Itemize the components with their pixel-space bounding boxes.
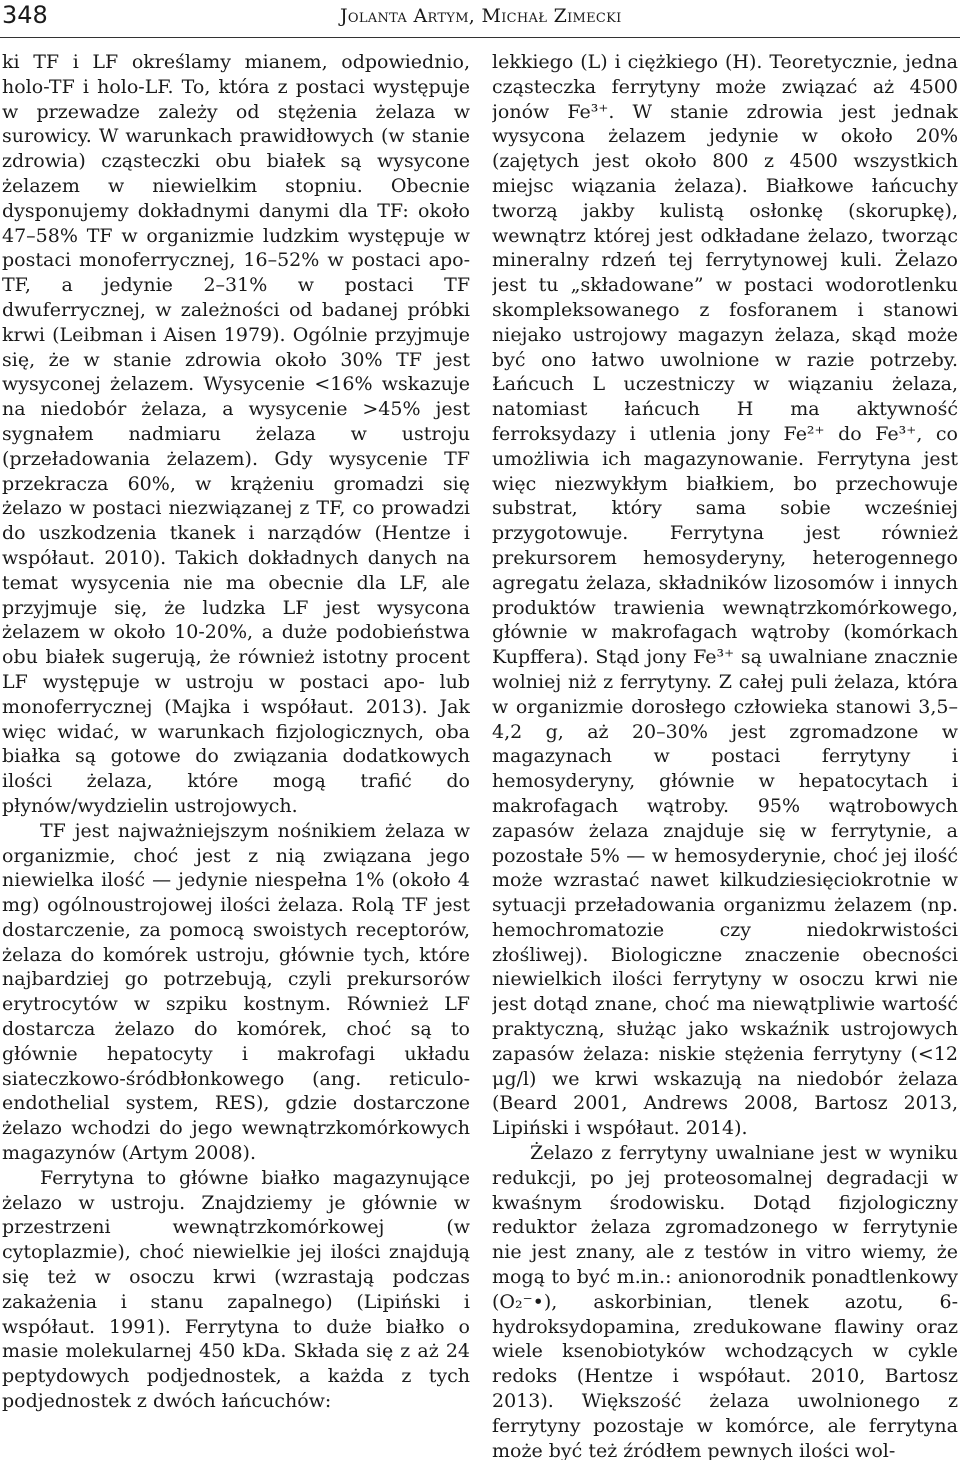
running-head-authors: Jolanta Artym, Michał Zimecki [340, 5, 622, 27]
left-column [2, 50, 470, 1460]
paragraph-iron-release: Żelazo z ferrytyny uwalniane jest w wyniku redukcji, po jej proteosomalnej degradacji w kwaśnym środowisku. Dotąd fizjologiczny reduktor żelaza zgromadzonego w ferrytynie nie jest znany, ale z testów in vitro wiemy, że mogą to być m.in.: anionorodnik ponadtlenkowy (O₂⁻•), askorbinian, tlenek azotu, 6-hydroksydopamina, zredukowane flawiny oraz wiele ksenobiotyków wchodzących w cykle redoks (Hentze i współaut. 2010, Bartosz 2013). Większość żelaza uwolnionego z ferrytyny pozostaje w komórce, ale ferrytyna może być też źródłem pewnych ilości wol- [492, 1142, 958, 1460]
paragraph-transferrin-saturation: ki TF i LF określamy mianem, odpowiednio, holo-TF i holo-LF. To, która z postaci występuje w przewadze zależy od stężenia żelaza w surowicy. W warunkach prawidłowych (w stanie zdrowia) cząsteczki obu białek są wysycone żelazem w niewielkim stopniu. Obecnie dysponujemy dokładnymi danymi dla TF: około 47–58% TF w organizmie ludzkim występuje w postaci monoferrycznej, 16–52% w postaci apo-TF, a jedynie 2–31% w postaci TF dwuferrycznej, w zależności od badanej próbki krwi (Leibman i Aisen 1979). Ogólnie przyjmuje się, że w stanie zdrowia około 30% TF jest wysyconej żelazem. Wysycenie <16% wskazuje na niedobór żelaza, a wysycenie >45% jest sygnałem nadmiaru żelaza w ustroju (przeładowania żelazem). Gdy wysycenie TF przekracza 60%, w krążeniu gromadzi się żelazo w postaci niezwiązanej z TF, co prowadzi do uszkodzenia tkanek i narządów (Hentze i współaut. 2010). Takich dokładnych danych na temat wysycenia nie ma obecnie dla LF, ale przyjmuje się, że ludzka LF jest wysycona żelazem w około 10-20%, a duże podobieństwa obu białek sugerują, że również istotny procent LF występuje w ustroju w postaci apo- lub monoferrycznej (Majka i współaut. 2013). Jak więc widać, w warunkach fizjologicznych, oba białka są gotowe do związania dodatkowych ilości żelaza, które mogą trafić do płynów/wydzielin ustrojowych. [2, 51, 470, 817]
paragraph-transferrin-role: TF jest najważniejszym nośnikiem żelaza w organizmie, choć jest z nią związana jego niewielka ilość — jedynie niespełna 1% (około 4 mg) ogólnoustrojowej ilości żelaza. Rolą TF jest dostarczenie, za pomocą swoistych receptorów, żelaza do komórek ustroju, głównie tych, które najbardziej go potrzebują, czyli prekursorów erytrocytów w szpiku kostnym. Również LF dostarcza żelazo do komórek, choć są to głównie hepatocyty i makrofagi układu siateczkowo-śródbłonkowego (ang. reticulo-endothelial system, RES), gdzie dostarczone żelazo wchodzi do jego wewnątrzkomórkowych magazynów (Artym 2008). [2, 819, 470, 1165]
page-number: 348 [2, 1, 48, 29]
right-column [492, 50, 958, 1460]
paragraph-ferritin-continued: lekkiego (L) i ciężkiego (H). Teoretycznie, jedna cząsteczka ferrytyny może związać aż 4500 jonów Fe³⁺. W stanie zdrowia jest jednak wysycona żelazem jedynie w około 20% (zajętych jest około 800 z 4500 wszystkich miejsc wiązania żelaza). Białkowe łańcuchy tworzą jakby kulistą osłonkę (skorupkę), wewnątrz której jest odkładane żelazo, tworząc mineralny rdzeń tej ferrytynowej kuli. Żelazo jest tu „składowane” w postaci wodorotlenku skompleksowanego z fosforanem i stanowi niejako ustrojowy magazyn żelaza, skąd może być ono łatwo uwolnione w razie potrzeby. Łańcuch L uczestniczy w wiązaniu żelaza, natomiast łańcuch H ma aktywność ferroksydazy i utlenia jony Fe²⁺ do Fe³⁺, co umożliwia ich magazynowanie. Ferrytyna jest więc niezwykłym białkiem, bo przechowuje substrat, który sama sobie wcześniej przygotowuje. Ferrytyna jest również prekursorem hemosyderyny, heterogennego agregatu żelaza, składników lizosomów i innych produktów trawienia wewnątrzkomórkowego, głównie w makrofagach wątroby (komórkach Kupffera). Stąd jony Fe³⁺ są uwalniane znacznie wolniej niż z ferrytyny. Z całej puli żelaza, która w organizmie dorosłego człowieka stanowi 3,5–4,2 g, aż 20–30% jest zgromadzone w magazynach w postaci ferrytyny i hemosyderyny, głównie w hepatocytach i makrofagach wątroby. 95% wątrobowych zapasów żelaza znajduje się w ferrytynie, a pozostałe 5% — w hemosyderynie, choć jej ilość może wzrastać nawet kilkudziesięciokrotnie w sytuacji przeładowania organizmu żelazem (np. hemochromatozie czy niedokrwistości złośliwej). Biologiczne znaczenie obecności niewielkich ilości ferrytyny w osoczu krwi nie jest dotąd znane, choć ma niewątpliwie wartość praktyczną, służąc jako wskaźnik ustrojowych zapasów żelaza: niskie stężenia ferrytyny (<12 μg/l) we krwi wskazują na niedobór żelaza (Beard 2001, Andrews 2008, Bartosz 2013, Lipiński i współaut. 2014). [492, 51, 958, 1140]
paragraph-ferritin: Ferrytyna to główne białko magazynujące żelazo w ustroju. Znajdziemy je głównie w przestrzeni wewnątrzkomórkowej (w cytoplazmie), choć niewielkie jej ilości znajdują się też w osoczu krwi (wzrastają podczas zakażenia i stanu zapalnego) (Lipiński i współaut. 1991). Ferrytyna to duże białko o masie molekularnej 450 kDa. Składa się z aż 24 peptydowych podjednostek, a każda z tych podjednostek z dwóch łańcuchów: [2, 1166, 470, 1413]
page-header [0, 0, 960, 38]
